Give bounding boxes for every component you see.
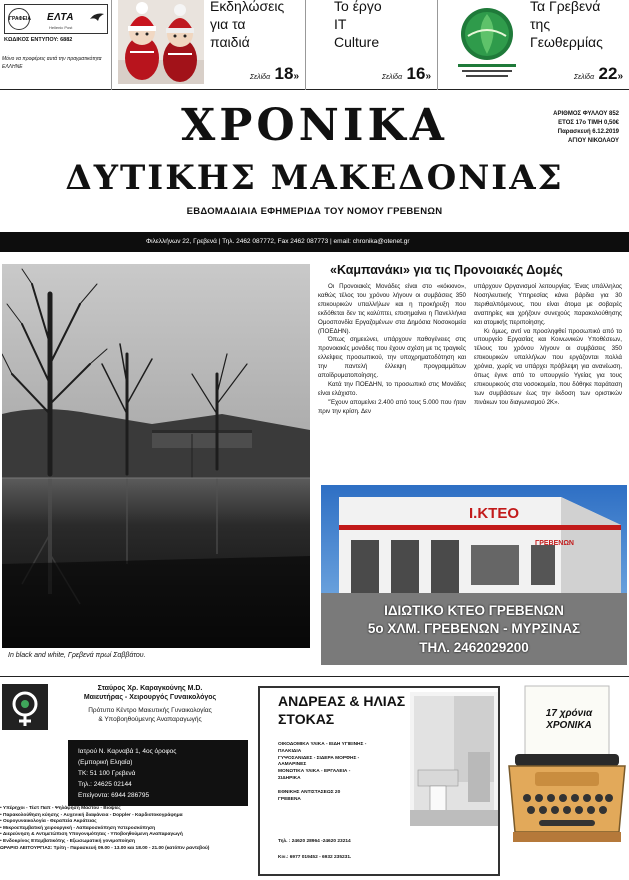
elta-postage-box — [0, 0, 112, 90]
anniversary-badge — [505, 680, 629, 880]
promo-title: Τα Γρεβενά της Γεωθερμίας — [530, 0, 603, 50]
foggy-river-image — [2, 264, 310, 648]
bird-icon — [89, 11, 105, 23]
service-item: • Υπέρηχοι - Τέστ Παπ - Ψηλάφηση Μαστού - Βιοψίες — [0, 806, 121, 811]
anniversary-text: 17 χρόνια ΧΡΟΝΙΚΑ — [545, 708, 593, 731]
doctor-title: Μαιευτήρας - Χειρουργός Γυναικολόγος — [83, 694, 217, 701]
kteo-line-2: 5ο ΧΛΜ. ΓΡΕΒΕΝΩΝ - ΜΥΡΣΙΝΑΣ — [367, 621, 581, 636]
article-headline[interactable]: «Καμπανάκι» για τις Προνοιακές Δομές — [330, 263, 563, 277]
service-item: • Ενδοκρίνος Επεμβατικότης - Εξωσωματική γονιμοποίηση — [0, 838, 135, 844]
stokas-advertisement[interactable] — [258, 686, 500, 876]
kteo-sign: I.KTEO — [469, 505, 520, 522]
newspaper-title-region: ΔΥΤΙΚΗΣ ΜΑΚΕΔΟΝΙΑΣ — [65, 158, 564, 198]
promo-title: Το έργο IT Culture — [334, 0, 382, 50]
year-price: ΕΤΟΣ 17ο ΤΙΜΗ 0,50€ — [558, 120, 619, 126]
article-paragraph: "Έχουν απομείνει 2.400 από τους 5.000 που ήταν πριν την κρίση. Δεν — [318, 398, 466, 415]
promo-it-culture[interactable] — [306, 0, 438, 90]
doctor-advertisement[interactable] — [0, 680, 250, 880]
elta-logo: ΕΛΤΑ — [47, 12, 75, 23]
service-item: • Διερεύνηση & Αντιμετώπιση Υπογονιμότητας - Υποβοηθούμενη Αναπαραγωγή — [0, 832, 183, 838]
article-paragraph: Όπως σημειώνει, υπάρχουν παθογένειες στις προνοιακές μονάδες που έχουν σχέση με τις τραγικές ελλείψεις προσωπικού, την υποχρηματοδότηση και την παντελή έλλειψη προγραμμάτων αποϊδρυματοποίησης. — [318, 336, 466, 380]
promo-page-ref: Σελίδα 18» — [249, 64, 299, 83]
service-item: • Ουρογυναικολογία - Θεραπεία Ακράτειας — [0, 819, 97, 825]
elta-stamp: ΓΡΑΦΕΙΑ ΕΛΤΑ Hellenic Post — [4, 4, 108, 34]
contact-bar: Φιλελλήνων 22, Γρεβενά | Τηλ. 2462 087772, Fax 2462 087773 | email: chronika@otenet.gr — [0, 232, 629, 252]
stokas-title: ΑΝΔΡΕΑΣ & ΗΛΙΑΣ ΣΤΟΚΑΣ — [278, 693, 406, 727]
promo-image-geothermal — [450, 0, 524, 84]
geothermal-logo-icon — [450, 0, 524, 84]
photo-caption: In black and white, Γρεβενά πρωί Σαββάτου. — [8, 652, 146, 659]
promo-image-kids — [118, 0, 204, 84]
promo-page-ref: Σελίδα 22» — [573, 64, 623, 83]
stokas-contacts — [278, 834, 498, 866]
kteo-line-3: ΤΗΛ. 2462029200 — [419, 640, 529, 655]
issue-info — [553, 110, 619, 146]
doctor-address-2: (Εμπορική Εληαία) — [78, 759, 133, 766]
promo-geothermal[interactable] — [438, 0, 629, 90]
masthead — [0, 96, 629, 226]
article-column-2 — [474, 283, 622, 408]
article-paragraph: Κι όμως, αντί να προσληφθεί προσωπικό από το υπουργείο Εργασίας και Κοινωνικών Υποθέσεων, τέλους του χρόνου λήγουν οι συμβάσεις 350 επικουρικών υπαλλήλων που εργάζονται πολλά χρόνια, χωρίς να υπάρχει πρόβλεψη για ανανέωση, όπως έγινε από το υπουργείο Υγείας για τους επικουρικούς στα νοσοκομεία, που δόθηκε παράταση των συμβάσεων έως την έκδοση των οριστικών πινάκων του διαγωνισμού 2Κ». — [474, 327, 622, 406]
stokas-mobile: Κιν.: 6977 019452 - 6932 235231. — [278, 855, 352, 860]
kteo-line-1: ΙΔΙΩΤΙΚΟ ΚΤΕΟ ΓΡΕΒΕΝΩΝ — [384, 603, 564, 618]
doctor-address: Ιατρού Ν. Καρναβά 1, 4ος όροφος — [78, 748, 177, 755]
stokas-phone: Τηλ. : 24620 28964 -24620 23214 — [278, 839, 351, 844]
newspaper-title: ΧΡΟΝΙΚΑ — [181, 100, 448, 151]
doctor-mobile: Επείγοντα: 6944 286795 — [78, 792, 150, 799]
main-photo — [2, 264, 310, 648]
postage-circle-icon: ΓΡΑΦΕΙΑ — [8, 8, 30, 30]
doctor-address-box — [68, 740, 248, 806]
gynecology-logo-icon — [2, 684, 48, 730]
saint-day: ΑΓΙΟΥ ΝΙΚΟΛΑΟΥ — [567, 138, 619, 144]
top-strip — [0, 0, 629, 90]
issue-date: Παρασκευή 6.12.2019 — [557, 129, 619, 135]
kteo-building-image — [321, 485, 627, 665]
article-column-1 — [318, 283, 466, 417]
publication-code: ΚΩΔΙΚΟΣ ΕΝΤΥΠΟΥ: 6882 — [4, 37, 73, 43]
service-item: • Παρακολούθηση κύησης - Αυχενική διαφάνεια - Doppler - Καρδιοτοκογράφημα — [0, 812, 183, 818]
kteo-advertisement[interactable] — [321, 485, 627, 665]
doctor-info — [52, 684, 248, 724]
service-item: • Μικροεπεμβατική χειρουργική - Λαπαροσκόπηση Υστεροσκόπηση — [0, 825, 156, 831]
article-paragraph: Κατά την ΠΟΕΔΗΝ, το προσωπικό στις Μονάδες είναι ελάχιστο. — [318, 380, 466, 397]
promo-kids-events[interactable] — [114, 0, 306, 90]
doctor-name: Σταύρος Χρ. Καραγκούνης M.D. — [97, 685, 203, 692]
newspaper-subtitle: ΕΒΔΟΜΑΔΙΑΙΑ ΕΦΗΜΕΡΙΔΑ ΤΟΥ ΝΟΜΟΥ ΓΡΕΒΕΝΩΝ — [186, 206, 443, 217]
doctor-desc-2: & Υποβοηθούμενης Αναπαραγωγής — [98, 716, 202, 723]
doctor-desc-1: Πρότυπο Κέντρο Μαιευτικής Γυναικολογίας — [88, 707, 212, 714]
knit-dolls-image — [118, 0, 204, 84]
doctor-services — [0, 806, 250, 852]
stokas-products: ΟΙΚΟΔΟΜΙΚΑ ΥΛΙΚΑ - ΕΙΔΗ ΥΓΙΕΙΝΗΣ - ΠΛΑΚΙΔΙΑ ΓΥΨΟΣΑΝΙΔΕΣ - ΣΙΔΕΡΑ ΜΟΡΦΗΣ - ΛΑΜΑΡΙΝΕΣ ΜΟΝΩΤΙΚΑ ΥΛΙΚΑ - ΕΡΓΑΛΕΙΑ - ΣΙΔΗΡΙΚΑ ΕΘΝΙΚΗΣ ΑΝΤΙΣΤΑΣΕΩΣ 20 ΓΡΕΒΕΝΑ — [278, 742, 367, 802]
opening-hours: ΩΡΑΡΙΟ ΛΕΙΤΟΥΡΓΙΑΣ: Τρίτη - Παρασκευή 09.00 - 13.00 και 18.00 - 21.00 (κατόπιν ραντεβού) — [0, 845, 210, 851]
issue-number: ΑΡΙΘΜΟΣ ΦΥΛΛΟΥ 852 — [553, 111, 619, 117]
doctor-phone: Τηλ.: 24625 02144 — [78, 781, 132, 788]
bathroom-image — [410, 692, 498, 826]
kteo-sign-city: ΓΡΕΒΕΝΩΝ — [535, 540, 574, 547]
promo-page-ref: Σελίδα 16» — [381, 64, 431, 83]
promo-title: Εκδηλώσεις για τα παιδιά — [210, 0, 285, 50]
bottom-divider — [0, 676, 629, 677]
article-paragraph: υπάρχουν Οργανισμοί λειτουργίας. Ένας υπάλληλος Νοσηλευτικής Υπηρεσίας κάνει βάρδια για 30 περιθαλπόμενους, που είναι άτομα με σοβαρές αναπηρίες και χρήζουν συνεχούς παρακολούθησης και ατομικής περιποίησης. — [474, 283, 622, 326]
doctor-city: ΤΚ: 51 100 Γρεβενά — [78, 770, 136, 777]
article-paragraph: Οι Προνοιακές Μονάδες είναι στο «κόκκινο», καθώς τέλος του χρόνου λήγουν οι συμβάσεις 350 επικουρικών υπαλλήλων και η προκήρυξη που εκδόθεται δεν τις καλύπτει, επισημαίνει η Πανελλήνια Ομοσπονδία Εργαζομένων στα Δημόσια Νοσοκομεία (ΠΟΕΔΗΝ). — [318, 283, 466, 335]
elta-note: Μόνο να προφέρεις αυτά την πραγματικότητα ΕΛΛΗΝΕ — [2, 56, 102, 70]
